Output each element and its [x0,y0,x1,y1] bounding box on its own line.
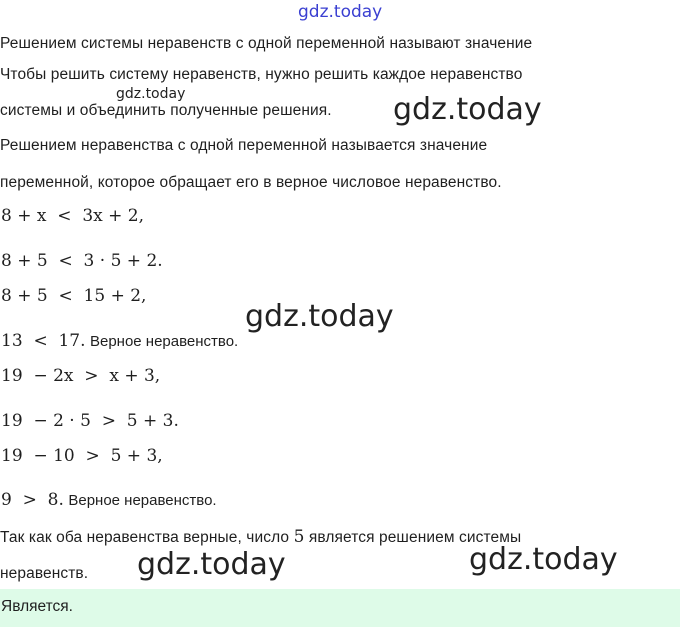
math-line-4-label: Верное неравенство. [89,333,239,350]
text-line-5: переменной, которое обращает его в верное числовое неравенство. [0,174,502,191]
text-line-4: Решением неравенства с одной переменной называется значение [0,137,488,154]
math-line-7: 19 − 10 > 5 + 3, [1,446,163,466]
text-line-16-b: является решением системы [308,529,522,546]
text-line-17: неравенств. [0,565,89,582]
math-line-4-expr: 13 < 17. [1,331,86,351]
text-line-16-number: 5 [293,527,305,547]
math-line-8-expr: 9 > 8. [1,490,64,510]
math-line-3: 8 + 5 < 15 + 2, [1,286,147,306]
watermark-2: gdz.today [245,299,394,334]
math-line-8-label: Верное неравенство. [68,492,217,509]
math-line-1: 8 + x < 3x + 2, [1,206,144,226]
math-line-8 [1,490,217,510]
watermark-1: gdz.today [393,92,542,127]
text-line-3: системы и объединить полученные решения. [0,102,332,119]
text-line-1: Решением системы неравенств с одной переменной называют значение [0,35,533,52]
text-line-2: Чтобы решить систему неравенств, нужно решить каждое неравенство [0,66,523,83]
text-line-16-a: Так как оба неравенства верные, число [0,529,290,546]
math-line-4 [1,331,238,351]
answer-text: Является. [1,598,73,615]
watermark-top: gdz.today [298,2,383,22]
text-line-16 [0,527,521,547]
watermark-small: gdz.today [116,86,186,102]
watermark-4: gdz.today [469,542,618,577]
watermark-3: gdz.today [137,547,286,582]
math-line-2: 8 + 5 < 3 · 5 + 2. [1,251,163,271]
math-line-6: 19 − 2 · 5 > 5 + 3. [1,411,179,431]
answer-box [0,589,680,627]
math-line-5: 19 − 2x > x + 3, [1,366,161,386]
